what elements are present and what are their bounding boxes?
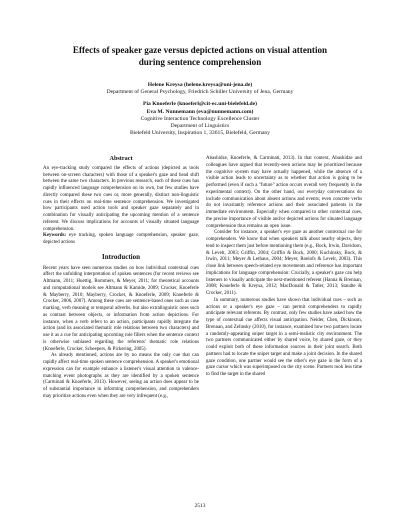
abstract-heading: Abstract [109,155,133,162]
right-column [206,156,362,379]
left-column [43,156,199,401]
author-affiliation: Department of Linguistics [170,123,230,130]
body-paragraph: Consider for instance, a speaker's eye gaze as another contextual cue for comprehenders. We know that when speakers talk about nearby objects, they tend to inspect them just before mentioning them (e.g., Bock, Irwin, Davidson, & Levelt, 2003; Griffin, 2004; Griffin & Bock, 2000; Kuchinsky, Bock, & Irwin, 2011; Meyer & Lethaus, 2004; Meyer, Roelofs & Levelt, 2003). This close link between speech-related eye movements and reference has important implications for language comprehension: Crucially, a speaker's gaze can help listeners to visually anticipate the next-mentioned referent (Hanna & Brennan, 2008; Knoeferle & Kreysa, 2012; MacDonald & Tatler, 2013; Staudte & Crocker, 2011). [206,230,362,296]
body-paragraph: Recent years have seen numerous studies on how individual contextual cues affect the unfolding interpretation of spoken sentences (for recent reviews see Altmann, 2011; Huettig, Rommers, & Meyer, 2011; for theoretical accounts and computational models see Altmann & Kamide, 2009; Crocker, Knoeferle & Mayberry, 2010; Mayberry, Crocker, & Knoeferle, 2009; Knoeferle & Crocker, 2006, 2007). Among these cues are sentence-based ones such as case marking, verb meaning or temporal adverbs, but also extralinguistic ones such as contrast between objects, or information from action depictions. For instance, when a verb refers to an action, participants rapidly integrate the action (and its associated thematic role relations between two characters) and use it as a cue for anticipating upcoming role fillers when the sentence context is otherwise unbiased regarding the referents' thematic role relations (Knoeferle, Crocker, Scheepers, & Pickering, 2005). [43,265,199,352]
page-number: 2513 [194,503,206,509]
author-name: Pia Knoeferle (knoeferl@cit-ec.uni-bielefeld.de) [143,101,257,108]
body-paragraph: Abashidze, Knoeferle, & Carminati, 2013). In that context, Abashidze and colleagues have argued that recently-seen actions may be prioritized because the cognitive system may have actually happened, while the absence of a visible action leads to uncertainty as to whether that action is going to be performed (even if such a "future" action occurs overall very frequently in the experimental context). On the other hand, our everyday conversations do include communication about absent actions and events; even concrete verbs do not invariantly reference actions and their associated patients in the immediate environment. Especially when compared to other contextual cues, the precise importance of visible and/or depicted actions for situated language comprehension thus remains an open issue. [206,156,362,229]
author-name: Eva M. Nunnemann (eva@nunnemann.com) [146,108,254,115]
title-line-1: Effects of speaker gaze versus depicted actions on visual attention [72,45,328,55]
author-affiliation: Cognitive Interaction Technology Excellence Cluster [140,115,260,122]
author-block [40,82,360,137]
title-line-2: during sentence comprehension [138,56,262,67]
author-affiliation: Bielefeld University, Inspiration 1, 33615, Bielefeld, Germany [129,130,271,137]
author-affiliation: Department of General Psychology, Friedrich Schiller University of Jena, Germany [106,89,294,96]
abstract-text: An eye-tracking study compared the effects of actions (depicted as tools between on-screen characters) with those of a speaker's gaze and head shift between the same two characters. In previous research, each of these cues has rapidly influenced language comprehension on its own, but few studies have directly compared these two cues or, more generally, distinct non-linguistic cues in their effects on real-time sentence comprehension. We investigated how participants used action tools and speaker gaze separately and in combination for visually anticipating the upcoming mention of a sentence referent. We discuss implications for accounts of visually situated language comprehension. [43,165,199,232]
author-name: Helene Kreysa (helene.kreysa@uni-jena.de) [147,82,253,88]
keywords-text: eye tracking, spoken language comprehension, speaker gaze, depicted actions [43,233,199,245]
paper-title [40,45,360,68]
body-paragraph: In summary, numerous studies have shown that individual cues – such as actions or a speaker's eye gaze – can permit comprehenders to rapidly anticipate relevant referents. By contrast, only few studies have asked how the type of contextual cue affects visual anticipation. Neider, Chen, Dickinson, Brennan, and Zelinsky (2010), for instance, examined how two partners locate a randomly-appearing sniper target in a semi-realistic city environment. The two partners communicated either by shared voice, by shared gaze, or they could exploit both of these information sources in their joint search. Both partners had to locate the sniper target and make a joint decision. In the shared gaze condition, one partner would see the other's eye gaze in the form of a gaze cursor which was superimposed on the city scene. Partners took less time to find the target in the shared [206,297,362,377]
section-heading-introduction: Introduction [102,252,140,261]
body-paragraph: As already mentioned, actions are by no means the only cue that can rapidly affect real-time spoken sentence comprehension. A speaker's emotional expression can for example enhance a listener's visual attention to valence-matching event photographs as they are identified by a spoken sentence (Carminati & Knoeferle, 2013). However, seeing an action does appear to be of substantial importance in informing comprehension, and comprehenders may prioritize actions even when they are very infrequent (e.g., [43,353,199,399]
keywords [43,233,199,247]
keywords-label: Keywords: [43,233,67,239]
